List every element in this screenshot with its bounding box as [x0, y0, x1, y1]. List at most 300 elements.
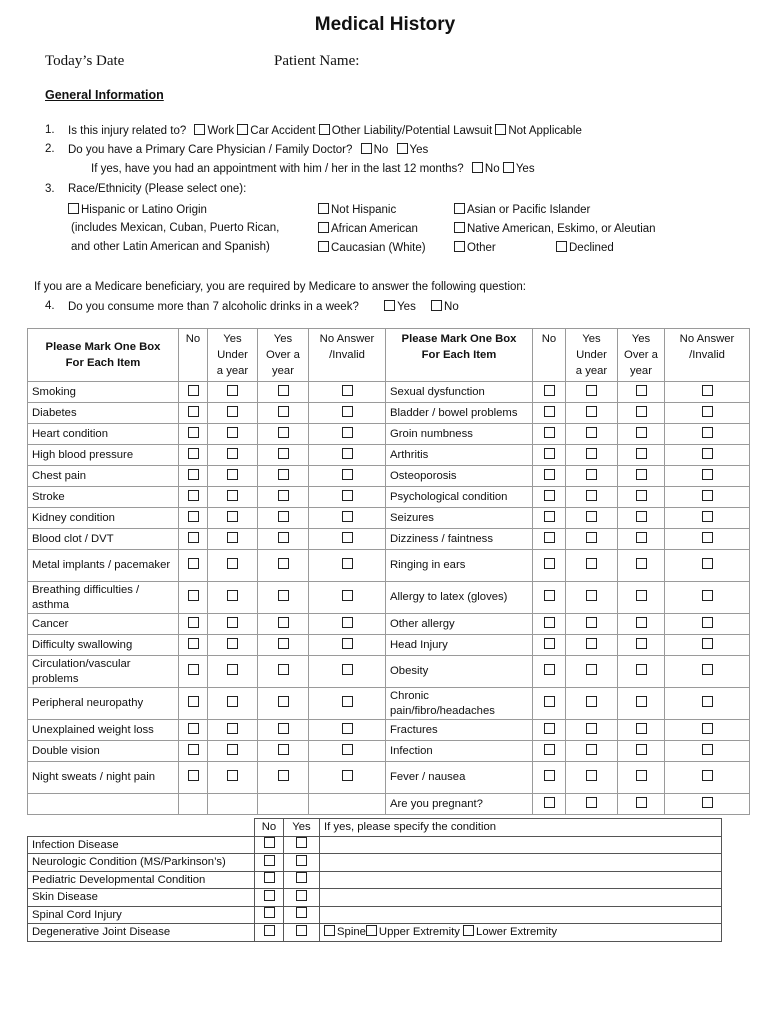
checkbox[interactable] [586, 448, 597, 459]
condition-label-left: Chest pain [28, 466, 179, 487]
question-4-number: 4. [45, 300, 55, 312]
condition-label-left: Blood clot / DVT [28, 529, 179, 550]
specify-field[interactable] [320, 836, 722, 854]
header-yes-over: Yes Over a year [258, 329, 309, 382]
table-header-row [28, 329, 750, 382]
joint-region-options: Spine Upper Extremity Lower Extremity [320, 924, 722, 942]
checkbox[interactable] [463, 925, 474, 936]
checkbox[interactable] [702, 385, 713, 396]
checkbox[interactable] [188, 448, 199, 459]
medicare-note: If you are a Medicare beneficiary, you are required by Medicare to answer the following question: [34, 281, 526, 293]
checkbox[interactable] [342, 590, 353, 601]
condition-label-left: Kidney condition [28, 508, 179, 529]
condition-label-right: Arthritis [386, 445, 533, 466]
checkbox[interactable] [544, 696, 555, 707]
condition-label-right: Allergy to latex (gloves) [386, 582, 533, 614]
checkbox[interactable] [188, 532, 199, 543]
condition-label: Degenerative Joint Disease [28, 924, 255, 942]
checkbox[interactable] [342, 664, 353, 675]
specify-field[interactable] [320, 889, 722, 907]
option-not-applicable: Not Applicable [508, 125, 582, 137]
option-yes: Yes [397, 301, 416, 313]
checkbox[interactable] [188, 770, 199, 781]
checkbox[interactable] [264, 855, 275, 866]
checkbox[interactable] [324, 925, 335, 936]
condition-label-left: Smoking [28, 382, 179, 403]
question-2 [68, 143, 428, 156]
checkbox[interactable] [544, 590, 555, 601]
checkbox[interactable] [188, 385, 199, 396]
question-4-text: Do you consume more than 7 alcoholic drinks in a week? [68, 301, 359, 313]
condition-label: Pediatric Developmental Condition [28, 871, 255, 889]
checkbox[interactable] [702, 617, 713, 628]
table-row [28, 762, 750, 794]
checkbox[interactable] [188, 617, 199, 628]
condition-label: Skin Disease [28, 889, 255, 907]
checkbox[interactable] [384, 300, 395, 311]
checkbox[interactable] [586, 617, 597, 628]
checkbox[interactable] [296, 925, 307, 936]
table-row [28, 445, 750, 466]
condition-label-right: Fractures [386, 720, 533, 741]
checkbox[interactable] [296, 855, 307, 866]
checkbox[interactable] [264, 890, 275, 901]
checkbox[interactable] [544, 490, 555, 501]
general-information-heading: General Information [45, 88, 164, 102]
checkbox[interactable] [544, 469, 555, 480]
checkbox[interactable] [318, 203, 329, 214]
checkbox[interactable] [636, 696, 647, 707]
checkbox[interactable] [636, 448, 647, 459]
question-2-text: Do you have a Primary Care Physician / Family Doctor? [68, 144, 353, 156]
option-work: Work [207, 125, 235, 137]
checkbox[interactable] [188, 427, 199, 438]
condition-label-left: Double vision [28, 741, 179, 762]
checkbox[interactable] [636, 770, 647, 781]
table-row [28, 508, 750, 529]
checkbox[interactable] [586, 590, 597, 601]
checkbox[interactable] [318, 241, 329, 252]
checkbox[interactable] [188, 469, 199, 480]
question-2b-text: If yes, have you had an appointment with him / her in the last 12 months? [91, 163, 464, 175]
checkbox[interactable] [586, 664, 597, 675]
table-row [28, 889, 722, 907]
option-african-american: African American [318, 222, 418, 235]
option-asian: Asian or Pacific Islander [454, 203, 590, 216]
checkbox[interactable] [586, 532, 597, 543]
checkbox[interactable] [586, 490, 597, 501]
checkbox[interactable] [544, 638, 555, 649]
option-native-american: Native American, Eskimo, or Aleutian [454, 222, 656, 235]
checkbox[interactable] [702, 590, 713, 601]
condition-label-right: Are you pregnant? [386, 794, 533, 815]
table-row [28, 582, 750, 614]
condition-label-left: Heart condition [28, 424, 179, 445]
table-row [28, 871, 722, 889]
checkbox[interactable] [278, 696, 289, 707]
table-row [28, 487, 750, 508]
page-title: Medical History [314, 14, 456, 35]
checkbox[interactable] [636, 664, 647, 675]
checkbox[interactable] [503, 162, 514, 173]
table-row [28, 466, 750, 487]
table-row [28, 924, 722, 942]
header-specify: If yes, please specify the condition [320, 819, 722, 837]
checkbox[interactable] [342, 617, 353, 628]
checkbox[interactable] [636, 469, 647, 480]
condition-label: Infection Disease [28, 836, 255, 854]
condition-label-left: Peripheral neuropathy [28, 688, 179, 720]
table-row [28, 550, 750, 582]
checkbox[interactable] [227, 511, 238, 522]
checkbox[interactable] [544, 558, 555, 569]
checkbox[interactable] [278, 427, 289, 438]
checkbox[interactable] [68, 203, 79, 214]
option-no: No [373, 144, 389, 156]
condition-label-left: Metal implants / pacemaker [28, 550, 179, 582]
checkbox[interactable] [237, 124, 248, 135]
hispanic-note-1: (includes Mexican, Cuban, Puerto Rican, [71, 222, 280, 234]
checkbox[interactable] [227, 385, 238, 396]
checkbox[interactable] [227, 696, 238, 707]
checkbox[interactable] [397, 143, 408, 154]
question-1 [68, 124, 582, 137]
checkbox[interactable] [454, 222, 465, 233]
checkbox[interactable] [702, 744, 713, 755]
checkbox[interactable] [702, 490, 713, 501]
checkbox[interactable] [278, 406, 289, 417]
checkbox[interactable] [296, 907, 307, 918]
condition-label-right: Other allergy [386, 614, 533, 635]
checkbox[interactable] [342, 770, 353, 781]
checkbox[interactable] [278, 664, 289, 675]
checkbox[interactable] [586, 797, 597, 808]
checkbox[interactable] [188, 664, 199, 675]
hispanic-note-2: and other Latin American and Spanish) [71, 241, 270, 253]
checkbox[interactable] [188, 511, 199, 522]
checkbox[interactable] [636, 617, 647, 628]
option-no: No [484, 163, 500, 175]
checkbox[interactable] [227, 744, 238, 755]
checkbox[interactable] [296, 872, 307, 883]
header-yes-over: Yes Over a year [618, 329, 665, 382]
checkbox[interactable] [636, 723, 647, 734]
checkbox[interactable] [342, 469, 353, 480]
checkbox[interactable] [278, 448, 289, 459]
checkbox[interactable] [188, 744, 199, 755]
checkbox[interactable] [586, 696, 597, 707]
checkbox[interactable] [636, 797, 647, 808]
checkbox[interactable] [702, 469, 713, 480]
checkbox[interactable] [227, 617, 238, 628]
checkbox[interactable] [702, 427, 713, 438]
checkbox[interactable] [342, 638, 353, 649]
condition-label: Neurologic Condition (MS/Parkinson’s) [28, 854, 255, 872]
checkbox[interactable] [636, 427, 647, 438]
checkbox[interactable] [586, 558, 597, 569]
header-yes: Yes [284, 819, 320, 837]
checkbox[interactable] [342, 427, 353, 438]
checkbox[interactable] [342, 490, 353, 501]
checkbox[interactable] [318, 222, 329, 233]
checkbox[interactable] [544, 406, 555, 417]
checkbox[interactable] [278, 590, 289, 601]
checkbox[interactable] [278, 469, 289, 480]
checkbox[interactable] [702, 448, 713, 459]
option-declined: Declined [556, 241, 614, 254]
checkbox[interactable] [636, 511, 647, 522]
table-row [28, 614, 750, 635]
checkbox[interactable] [188, 590, 199, 601]
checkbox[interactable] [366, 925, 377, 936]
checkbox[interactable] [188, 696, 199, 707]
checkbox[interactable] [636, 490, 647, 501]
checkbox[interactable] [342, 744, 353, 755]
checkbox[interactable] [278, 532, 289, 543]
checkbox[interactable] [361, 143, 372, 154]
checkbox[interactable] [278, 511, 289, 522]
checkbox[interactable] [586, 723, 597, 734]
table-row [28, 741, 750, 762]
checkbox[interactable] [702, 797, 713, 808]
checkbox[interactable] [544, 385, 555, 396]
checkbox[interactable] [586, 511, 597, 522]
checkbox[interactable] [702, 770, 713, 781]
checkbox[interactable] [264, 872, 275, 883]
header-no: No [179, 329, 208, 382]
checkbox[interactable] [342, 406, 353, 417]
checkbox[interactable] [227, 427, 238, 438]
checkbox[interactable] [227, 448, 238, 459]
checkbox[interactable] [586, 638, 597, 649]
checkbox[interactable] [586, 744, 597, 755]
checkbox[interactable] [278, 558, 289, 569]
option-not-hispanic: Not Hispanic [318, 203, 396, 216]
question-4 [68, 300, 459, 313]
checkbox[interactable] [702, 664, 713, 675]
checkbox[interactable] [319, 124, 330, 135]
checkbox[interactable] [544, 427, 555, 438]
checkbox[interactable] [472, 162, 483, 173]
conditions-table [27, 818, 722, 942]
checkbox[interactable] [278, 385, 289, 396]
checkbox[interactable] [636, 744, 647, 755]
question-3-number: 3. [45, 183, 55, 195]
header-yes-under: Yes Under a year [208, 329, 258, 382]
checkbox[interactable] [702, 696, 713, 707]
checkbox[interactable] [544, 448, 555, 459]
header-yes-under: Yes Under a year [566, 329, 618, 382]
condition-label-left: Night sweats / night pain [28, 762, 179, 794]
checkbox[interactable] [188, 558, 199, 569]
checkbox[interactable] [264, 837, 275, 848]
checkbox[interactable] [586, 770, 597, 781]
header-label: Please Mark One Box For Each Item [28, 329, 179, 382]
option-other: Other [454, 241, 496, 254]
checkbox[interactable] [431, 300, 442, 311]
checkbox[interactable] [544, 664, 555, 675]
option-hispanic: Hispanic or Latino Origin [68, 203, 207, 216]
todays-date-label: Today’s Date [45, 53, 125, 69]
checkbox[interactable] [454, 241, 465, 252]
checkbox[interactable] [278, 744, 289, 755]
condition-label-left: Cancer [28, 614, 179, 635]
table-row [28, 854, 722, 872]
table-row [28, 403, 750, 424]
checkbox[interactable] [227, 490, 238, 501]
checkbox[interactable] [586, 385, 597, 396]
condition-label-right: Bladder / bowel problems [386, 403, 533, 424]
checkbox[interactable] [544, 511, 555, 522]
option-caucasian: Caucasian (White) [318, 241, 426, 254]
condition-label-left: Unexplained weight loss [28, 720, 179, 741]
condition-label-right: Groin numbness [386, 424, 533, 445]
checkbox[interactable] [227, 723, 238, 734]
checkbox[interactable] [278, 723, 289, 734]
header-no: No [255, 819, 284, 837]
checkbox[interactable] [227, 469, 238, 480]
header-no-answer: No Answer /Invalid [309, 329, 386, 382]
header-no: No [533, 329, 566, 382]
checkbox[interactable] [342, 511, 353, 522]
table-row [28, 836, 722, 854]
checkbox[interactable] [586, 469, 597, 480]
table-row [28, 529, 750, 550]
checkbox[interactable] [188, 490, 199, 501]
checkbox[interactable] [702, 511, 713, 522]
checkbox[interactable] [495, 124, 506, 135]
table-row [28, 424, 750, 445]
checkbox[interactable] [188, 638, 199, 649]
option-yes: Yes [409, 144, 429, 156]
option-other-liability: Other Liability/Potential Lawsuit [331, 125, 493, 137]
header-label: Please Mark One Box For Each Item [386, 329, 533, 382]
checkbox[interactable] [342, 558, 353, 569]
table-row [28, 635, 750, 656]
checkbox[interactable] [227, 532, 238, 543]
condition-label-left: Diabetes [28, 403, 179, 424]
checkbox[interactable] [342, 532, 353, 543]
condition-label-right: Psychological condition [386, 487, 533, 508]
condition-label-right: Ringing in ears [386, 550, 533, 582]
checkbox[interactable] [278, 617, 289, 628]
question-2-number: 2. [45, 143, 55, 155]
checkbox[interactable] [296, 837, 307, 848]
checkbox[interactable] [278, 490, 289, 501]
condition-label-right: Head Injury [386, 635, 533, 656]
patient-name-field[interactable] [364, 50, 724, 72]
checkbox[interactable] [702, 638, 713, 649]
checkbox[interactable] [544, 744, 555, 755]
checkbox[interactable] [556, 241, 567, 252]
checkbox[interactable] [227, 770, 238, 781]
question-1-text: Is this injury related to? [68, 125, 187, 137]
checkbox[interactable] [636, 590, 647, 601]
header-blank [28, 819, 255, 837]
checkbox[interactable] [636, 406, 647, 417]
checkbox[interactable] [586, 427, 597, 438]
checkbox[interactable] [636, 638, 647, 649]
checkbox[interactable] [296, 890, 307, 901]
checkbox[interactable] [544, 617, 555, 628]
condition-label: Spinal Cord Injury [28, 906, 255, 924]
checkbox[interactable] [264, 925, 275, 936]
checkbox[interactable] [636, 385, 647, 396]
checkbox[interactable] [544, 532, 555, 543]
checkbox[interactable] [702, 406, 713, 417]
checkbox[interactable] [454, 203, 465, 214]
table-row [28, 906, 722, 924]
checkbox[interactable] [702, 723, 713, 734]
checkbox[interactable] [227, 406, 238, 417]
checkbox[interactable] [264, 907, 275, 918]
checkbox[interactable] [544, 770, 555, 781]
checkbox[interactable] [227, 590, 238, 601]
condition-label-left: Difficulty swallowing [28, 635, 179, 656]
option-car-accident: Car Accident [250, 125, 316, 137]
checkbox[interactable] [342, 448, 353, 459]
table-row [28, 794, 750, 815]
header-no-answer: No Answer /Invalid [665, 329, 750, 382]
checkbox[interactable] [278, 638, 289, 649]
medical-conditions-table [27, 328, 750, 815]
checkbox[interactable] [194, 124, 205, 135]
checkbox[interactable] [342, 385, 353, 396]
checkbox[interactable] [636, 532, 647, 543]
checkbox[interactable] [227, 638, 238, 649]
table-row [28, 720, 750, 741]
condition-label-left: Circulation/vascular problems [28, 656, 179, 688]
specify-field[interactable] [320, 906, 722, 924]
todays-date-field[interactable] [131, 50, 251, 72]
checkbox[interactable] [342, 723, 353, 734]
condition-label-right: Sexual dysfunction [386, 382, 533, 403]
checkbox[interactable] [544, 723, 555, 734]
patient-name-label: Patient Name: [274, 53, 360, 69]
condition-label-right: Seizures [386, 508, 533, 529]
checkbox[interactable] [702, 558, 713, 569]
checkbox[interactable] [586, 406, 597, 417]
question-2b [91, 162, 535, 175]
question-1-number: 1. [45, 124, 55, 136]
checkbox[interactable] [227, 558, 238, 569]
checkbox[interactable] [342, 696, 353, 707]
checkbox[interactable] [702, 532, 713, 543]
condition-label-right: Fever / nausea [386, 762, 533, 794]
condition-label-left: Stroke [28, 487, 179, 508]
checkbox[interactable] [544, 797, 555, 808]
checkbox[interactable] [636, 558, 647, 569]
checkbox[interactable] [227, 664, 238, 675]
checkbox[interactable] [278, 770, 289, 781]
specify-field[interactable] [320, 871, 722, 889]
condition-label-right: Osteoporosis [386, 466, 533, 487]
table-row [28, 382, 750, 403]
condition-label-right: Obesity [386, 656, 533, 688]
checkbox[interactable] [188, 406, 199, 417]
condition-label-right: Infection [386, 741, 533, 762]
checkbox[interactable] [188, 723, 199, 734]
table-header-row [28, 819, 722, 837]
table-row [28, 688, 750, 720]
condition-label-left: Breathing difficulties / asthma [28, 582, 179, 614]
condition-label-left: High blood pressure [28, 445, 179, 466]
condition-label-right: Dizziness / faintness [386, 529, 533, 550]
condition-label-left [28, 794, 179, 815]
specify-field[interactable] [320, 854, 722, 872]
option-no: No [444, 301, 459, 313]
option-yes: Yes [515, 163, 535, 175]
